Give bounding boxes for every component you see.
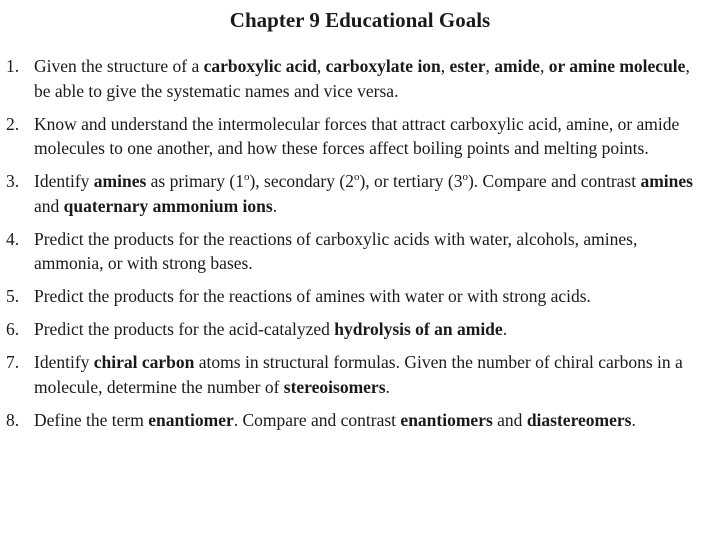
goal-text-run: , [539, 56, 549, 76]
goal-text-run: and [492, 409, 527, 430]
goal-text-run: ), or tertiary (3 [359, 171, 463, 191]
goal-text-run: atoms in structural formulas. Given the number of chiral carbons in a molecule, determine the number of [34, 352, 683, 397]
goal-term-bold: or amine molecule [548, 56, 686, 76]
goal-term-bold: amide [494, 56, 540, 76]
goal-item [0, 317, 720, 342]
goal-text [34, 286, 591, 306]
goal-term-bold: carboxylic acid [203, 56, 317, 76]
goal-number: 1. [6, 56, 20, 76]
goals-list [0, 54, 720, 441]
goal-text-run: ). Compare and contrast [467, 171, 641, 191]
goal-text-run: Given the structure of a [34, 56, 204, 76]
goal-text-run: as primary (1 [146, 171, 244, 191]
goal-number: 4. [6, 228, 20, 249]
goal-text-run: , [440, 56, 450, 76]
degree-superscript: o [353, 171, 360, 184]
goal-text-run: . Compare and contrast [233, 409, 401, 430]
goal-text [34, 171, 693, 216]
goal-item [0, 54, 720, 103]
goal-text-run: Predict the products for the reactions of carboxylic acids with water, alcohols, amines, ammonia, or with strong bases. [34, 228, 638, 273]
goal-text-run: Predict the products for the reactions of amines with water or with strong acids. [34, 286, 591, 306]
goal-text-run: Identify [34, 171, 94, 191]
goal-term-bold: amines [640, 171, 693, 191]
goal-number: 5. [6, 286, 20, 306]
goal-item [0, 169, 720, 218]
goal-number: 6. [6, 319, 20, 339]
goal-term-bold: enantiomers [400, 409, 493, 430]
goal-text-run: and [34, 195, 64, 216]
degree-superscript: o [462, 171, 468, 184]
goal-text-run: . [631, 409, 636, 430]
goal-term-bold: stereoisomers [283, 376, 386, 397]
goal-text-run: , [316, 56, 326, 76]
goal-number: 2. [6, 113, 20, 134]
degree-superscript: o [243, 171, 250, 184]
goal-text [34, 410, 636, 430]
goal-number: 8. [6, 409, 20, 430]
goal-text-run: . [272, 195, 278, 216]
goal-text [34, 114, 679, 159]
goal-term-bold: enantiomer [148, 409, 234, 430]
goal-term-bold: hydrolysis of an amide [334, 319, 503, 339]
goal-text-run: . [502, 319, 508, 339]
goal-term-bold: amines [93, 171, 147, 191]
goal-item [0, 227, 720, 276]
goal-term-bold: ester [449, 56, 486, 76]
goal-text-run: , be able to give the systematic names and vice versa. [34, 56, 690, 101]
goal-text-run: . [385, 376, 390, 397]
goal-term-bold: carboxylate ion [325, 56, 441, 76]
goal-text [34, 56, 690, 101]
goal-text-run: Predict the products for the acid-catalyzed [34, 319, 335, 339]
goal-text-run: , [485, 56, 495, 76]
goal-term-bold: diastereomers [526, 409, 632, 430]
goal-text-run: Identify [34, 352, 94, 372]
goal-text [34, 352, 683, 397]
goal-item [0, 350, 720, 399]
goal-text [34, 319, 507, 339]
goal-text-run: Know and understand the intermolecular forces that attract carboxylic acid, amine, or amide molecules to one another, and how these forces affect boiling points and melting points. [34, 113, 680, 158]
goal-item [0, 284, 720, 309]
goal-text [34, 229, 637, 274]
goal-number: 3. [6, 171, 20, 191]
goal-text-run: ), secondary (2 [249, 171, 354, 191]
goal-item [0, 112, 720, 161]
goal-term-bold: quaternary ammonium ions [63, 195, 273, 216]
goal-term-bold: chiral carbon [93, 352, 195, 372]
goal-text-run: Define the term [34, 409, 149, 430]
goal-item [0, 408, 720, 433]
goal-number: 7. [6, 352, 20, 372]
page-title: Chapter 9 Educational Goals [229, 8, 491, 32]
